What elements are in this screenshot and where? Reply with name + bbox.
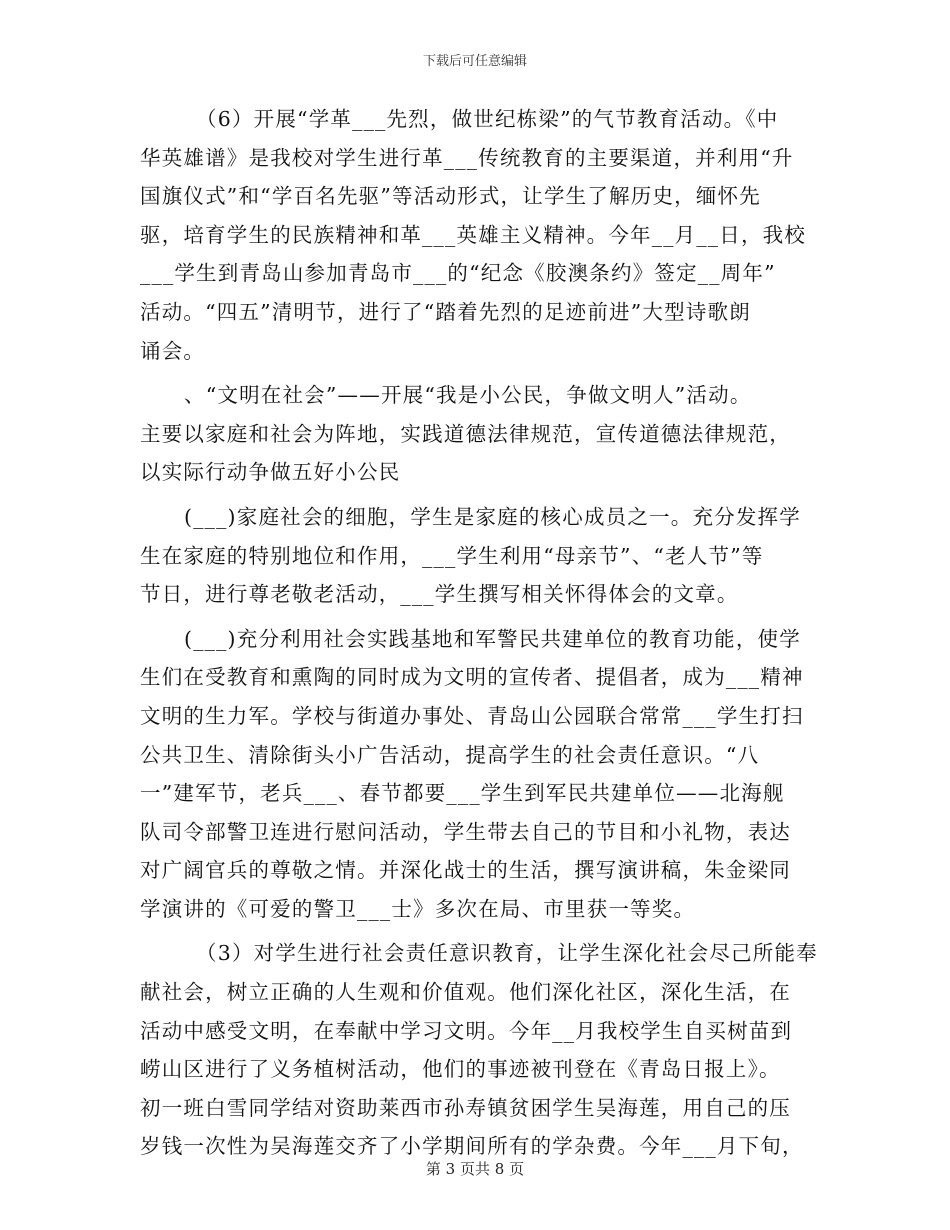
paragraph: [140, 376, 820, 492]
text-line: 队司令部警卫连进行慰问活动，学生带去自己的节目和小礼物，表达: [140, 819, 791, 844]
text-line: （3）对学生进行社会责任意识教育，让学生深化社会尽己所能奉: [196, 941, 818, 966]
text-line: 对广阔官兵的尊敬之情。并深化战士的生活，撰写演讲稿，朱金梁同: [140, 858, 791, 883]
text-line: 岁钱一次性为吴海莲交齐了小学期间所有的学杂费。今年___月下旬，: [140, 1134, 804, 1159]
text-line: 学演讲的《可爱的警卫___士》多次在局、市里获一等奖。: [140, 896, 696, 921]
text-line: 国旗仪式”和“学百名先驱”等活动形式，让学生了解历史，缅怀先: [140, 184, 761, 209]
text-line: （6）开展“学革___先烈，做世纪栋梁”的气节教育活动。《中: [196, 107, 779, 131]
text-line: 节日，进行尊老敬老活动，___学生撰写相关怀得体会的文章。: [140, 582, 739, 607]
text-line: 以实际行动争做五好小公民: [140, 460, 401, 485]
text-line: 初一班白雪同学结对资助莱西市孙寿镇贫困学生吴海莲，用自己的压: [140, 1095, 791, 1120]
page-footer: 第 3 页共 8 页: [425, 1160, 525, 1178]
text-line: 诵会。: [140, 338, 206, 363]
text-line: (___)充分利用社会实践基地和军警民共建单位的教育功能，使学: [184, 626, 801, 651]
paragraph: [140, 620, 820, 929]
text-line: 文明的生力军。学校与街道办事处、青岛山公园联合常常___学生打扫: [140, 703, 804, 728]
text-line: 驱，培育学生的民族精神和革___英雄主义精神。今年__月__日，我校: [140, 222, 807, 247]
text-line: 一”建军节，老兵___、春节都要___学生到军民共建单位——北海舰: [140, 781, 785, 806]
paragraph: [140, 934, 820, 1166]
text-line: 主要以家庭和社会为阵地，实践道德法律规范，宣传道德法律规范，: [140, 421, 791, 446]
text-line: 生在家庭的特别地位和作用，___学生利用“母亲节”、“老人节”等: [140, 543, 764, 568]
text-line: 献社会，树立正确的人生观和价值观。他们深化社区，深化生活，在: [140, 980, 791, 1005]
text-line: 生们在受教育和熏陶的同时成为文明的宣传者、提倡者，成为___精神: [140, 665, 804, 690]
paragraph: [140, 100, 820, 370]
page-header: 下载后可任意编辑: [422, 54, 527, 69]
text-line: 、“文明在社会”——开展“我是小公民，争做文明人”活动。: [184, 383, 752, 408]
text-line: (___)家庭社会的细胞，学生是家庭的核心成员之一。充分发挥学: [184, 504, 801, 529]
text-line: 公共卫生、清除街头小广告活动，提高学生的社会责任意识。“八: [140, 742, 760, 767]
document-body: [140, 100, 820, 1166]
text-line: 活动。“四五”清明节，进行了“踏着先烈的足迹前进”大型诗歌朗: [140, 299, 751, 324]
text-line: 华英雄谱》是我校对学生进行革___传统教育的主要渠道，并利用“升: [140, 145, 794, 170]
text-line: 活动中感受文明，在奉献中学习文明。今年__月我校学生自买树苗到: [140, 1018, 793, 1043]
text-line: ___学生到青岛山参加青岛市___的“纪念《胶澳条约》签定__周年”: [140, 261, 776, 286]
text-line: 崂山区进行了义务植树活动，他们的事迹被刊登在《青岛日报上》。: [140, 1057, 781, 1082]
paragraph: [140, 498, 820, 614]
